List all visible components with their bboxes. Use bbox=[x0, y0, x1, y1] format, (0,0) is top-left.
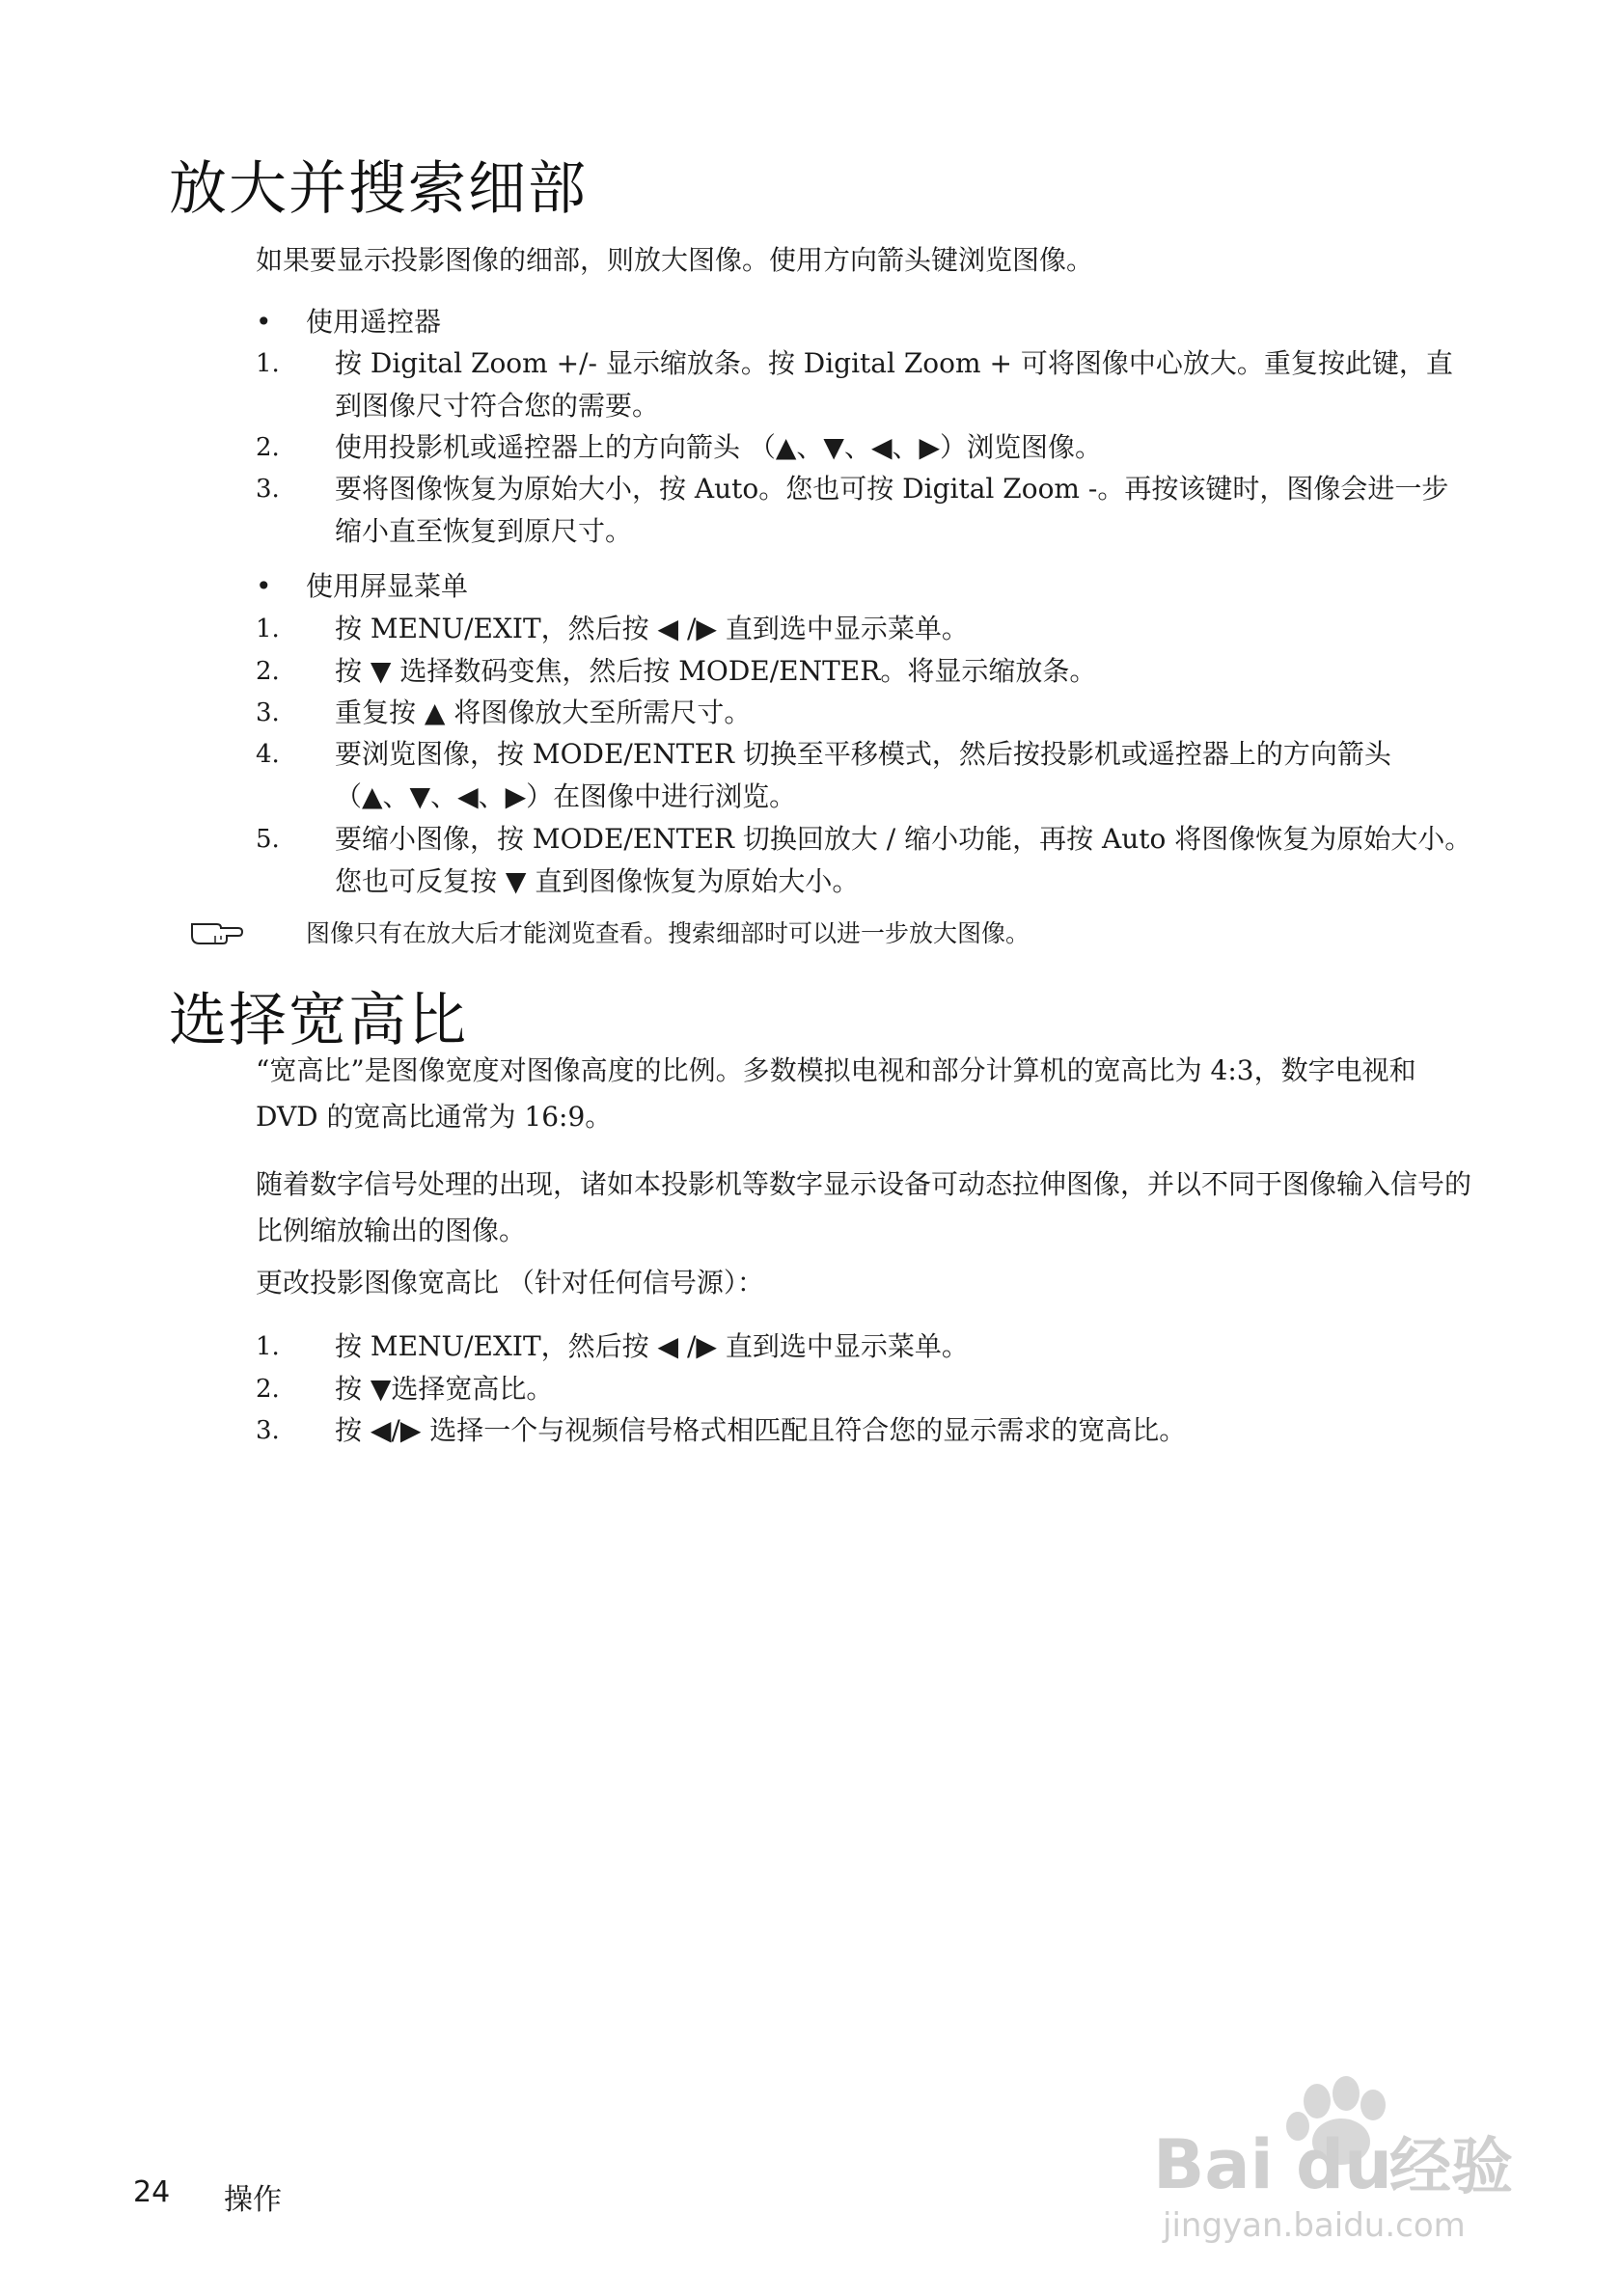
list-item: 3. 要将图像恢复为原始大小，按 Auto。您也可按 Digital Zoom -。再按该键时，图像会进一步缩小直至恢复到原尺寸。 bbox=[256, 473, 1449, 547]
list-item: 2. 按 ▼选择宽高比。 bbox=[256, 1373, 554, 1405]
bullet-dot-icon: • bbox=[256, 570, 272, 602]
list-item: 3. 按 ◀/▶ 选择一个与视频信号格式相匹配且符合您的显示需求的宽高比。 bbox=[256, 1414, 1187, 1446]
zoom-intro: 如果要显示投影图像的细部，则放大图像。使用方向箭头键浏览图像。 bbox=[256, 244, 1094, 276]
list-item: 1. 按 Digital Zoom +/- 显示缩放条。按 Digital Zoom + 可将图像中心放大。重复按此键，直到图像尺寸符合您的需要。 bbox=[256, 347, 1453, 422]
list-item: 2. 使用投影机或遥控器上的方向箭头 （▲、▼、◀、▶）浏览图像。 bbox=[256, 431, 1103, 463]
bullet-remote: • 使用遥控器 bbox=[256, 301, 441, 343]
aspect-para-3: 更改投影图像宽高比 （针对任何信号源）： bbox=[256, 1267, 764, 1298]
baidu-watermark bbox=[1153, 2064, 1558, 2257]
watermark-suffix: 经验 bbox=[1389, 2132, 1513, 2203]
list-item: 3. 重复按 ▲ 将图像放大至所需尺寸。 bbox=[256, 697, 752, 728]
bullet-dot-icon: • bbox=[256, 306, 272, 338]
watermark-brand2: du bbox=[1296, 2125, 1392, 2204]
list-item: 1. 按 MENU/EXIT，然后按 ◀ /▶ 直到选中显示菜单。 bbox=[256, 1330, 969, 1362]
section-title-aspect-ratio: 选择宽高比 bbox=[169, 987, 468, 1054]
pointing-hand-icon bbox=[188, 916, 250, 959]
list-item: 2. 按 ▼ 选择数码变焦，然后按 MODE/ENTER。将显示缩放条。 bbox=[256, 655, 1097, 687]
aspect-para-2: 随着数字信号处理的出现，诸如本投影机等数字显示设备可动态拉伸图像，并以不同于图像输入信号的比例缩放输出的图像。 bbox=[256, 1168, 1472, 1246]
page-number: 24 bbox=[133, 2175, 171, 2209]
list-item: 1. 按 MENU/EXIT，然后按 ◀ /▶ 直到选中显示菜单。 bbox=[256, 613, 969, 644]
watermark-brand: Bai bbox=[1153, 2125, 1274, 2204]
bullet-osd: • 使用屏显菜单 bbox=[256, 565, 468, 608]
list-item: 5. 要缩小图像，按 MODE/ENTER 切换回放大 / 缩小功能，再按 Auto 将图像恢复为原始大小。您也可反复按 ▼ 直到图像恢复为原始大小。 bbox=[256, 823, 1472, 897]
footer-section-label: 操作 bbox=[224, 2183, 282, 2217]
aspect-para-1: “宽高比”是图像宽度对图像高度的比例。多数模拟电视和部分计算机的宽高比为 4:3，数字电视和 DVD 的宽高比通常为 16:9。 bbox=[256, 1054, 1416, 1133]
document-page: 放大并搜索细部 如果要显示投影图像的细部，则放大图像。使用方向箭头键浏览图像。 • 使用遥控器 1. 按 Digital Zoom +/- 显示缩放条。按 Digital Zoom + 可将图像中心放大。重复按此键，直到图像尺寸符合您的需要。 2. 使用投影机或遥控器上的方向箭头 （▲、▼、◀、▶）浏览图像。 3. 要将图像恢复为原始大小，按 Auto。您也可按 Digital Zoom -。再按该键时，图像会进一步缩小直至恢复到原尺寸。 • 使用屏显菜单 1. 按 MENU/EXIT，然后按 ◀ /▶ 直到选中显示菜单。 2. 按 ▼ 选择数码变焦，然后按 MODE/ENTER。将显示缩放条。 3. 重复按 ▲ 将图像放大至所需尺寸。 4. 要浏览图像，按 MODE/ENTER 切换至平移模式，然后按投影机或遥控器上的方向箭头 （▲、▼、◀、▶）在图像中进行浏览。 5. 要缩小图像，按 MODE/ENTER 切换回放大 / 缩小功能，再按 Auto 将图像恢复为原始大小。您也可反复按 ▼ 直到图像恢复为原始大小。 图像只有在放大后才能浏览查看。搜索细部时可以进一步放大图像。 选择宽高比 “宽高比”是图像宽度对图像高度的比例。多数模拟电视和部分计算机的宽高比为 4:3，数字电视和 DVD 的宽高比通常为 16:9。 随着数字信号处理的出现，诸如本投影机等数字显示设备可动态拉伸图像，并以不同于图像输入信号的比例缩放输出的图像。 更改投影图像宽高比 （针对任何信号源）： 1. 按 MENU/EXIT，然后按 ◀ /▶ 直到选中显示菜单。 2. 按 ▼选择宽高比。 3. 按 ◀/▶ 选择一个与视频信号格式相匹配且符合您的显示需求的宽高比。 24 操作 Bai du 经验 jingyan.baidu.com bbox=[0, 0, 1621, 2296]
section-title-zoom: 放大并搜索细部 bbox=[169, 155, 588, 223]
list-item: 4. 要浏览图像，按 MODE/ENTER 切换至平移模式，然后按投影机或遥控器上的方向箭头 （▲、▼、◀、▶）在图像中进行浏览。 bbox=[256, 738, 1391, 812]
watermark-url: jingyan.baidu.com bbox=[1163, 2206, 1466, 2245]
